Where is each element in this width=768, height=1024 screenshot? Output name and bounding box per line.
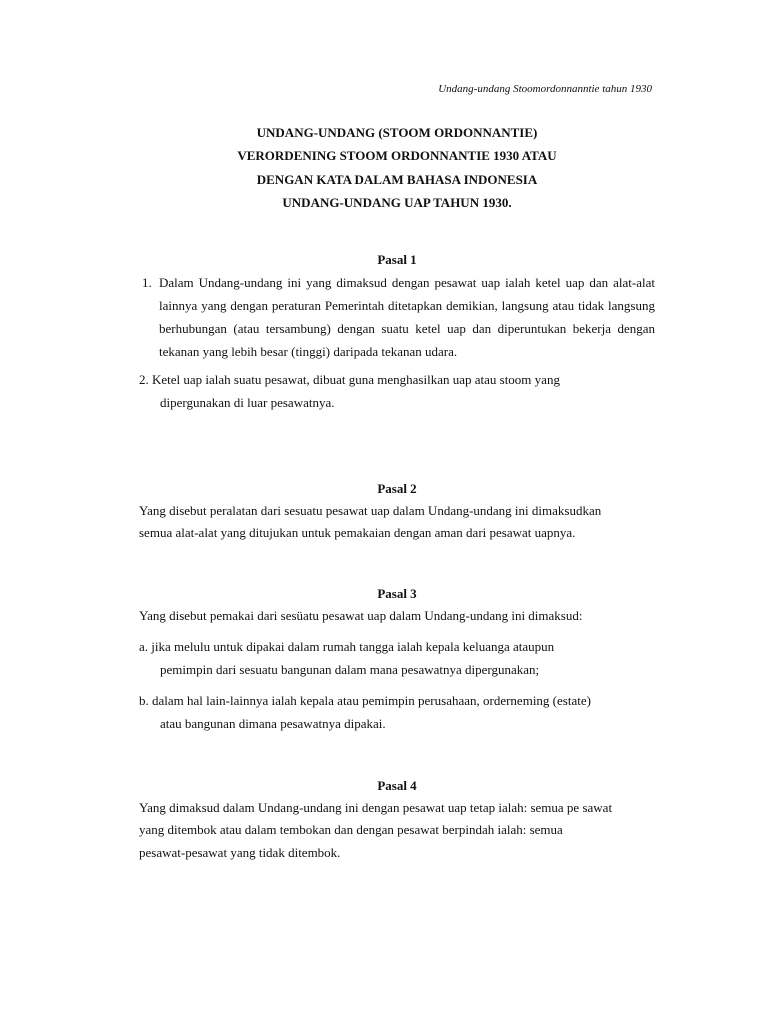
paragraph-line: semua alat-alat yang ditujukan untuk pemakaian dengan aman dari pesawat uapnya. bbox=[139, 525, 576, 541]
pasal-2-section bbox=[139, 478, 655, 545]
paragraph-line: yang ditembok atau dalam tembokan dan dengan pesawat berpindah ialah: semua bbox=[139, 822, 563, 838]
pasal-heading: Pasal 4 bbox=[377, 778, 417, 793]
title-line: UNDANG-UNDANG (STOOM ORDONNANTIE) bbox=[256, 125, 538, 140]
paragraph-line: Yang disebut peralatan dari sesuatu pesawat uap dalam Undang-undang ini dimaksudkan bbox=[139, 503, 602, 518]
title-line: UNDANG-UNDANG UAP TAHUN 1930. bbox=[282, 194, 512, 210]
title-line: VERORDENING STOOM ORDONNANTIE 1930 ATAU bbox=[237, 148, 557, 164]
document-title bbox=[139, 121, 655, 214]
item-text: b. dalam hal lain-lainnya ialah kepala atau pemimpin perusahaan, orderneming (estate) bbox=[139, 693, 591, 709]
running-header: Undang-undang Stoomordonnanntie tahun 1930 bbox=[438, 83, 652, 95]
pasal-4-section bbox=[139, 775, 655, 864]
item-text: Dalam Undang-undang ini yang dimaksud dengan pesawat uap ialah ketel uap dan alat-alat lainnya yang dengan peraturan Pemerintah ditetapkan demikian, langsung atau tidak langsung berhubungan (atau tersambung) dengan suatu ketel uap dan diperuntukan bekerja dengan tekanan yang lebih besar (tinggi) daripada tekanan udara. bbox=[159, 275, 655, 359]
pasal-1-item-2 bbox=[139, 368, 655, 414]
paragraph-line: pesawat-pesawat yang tidak ditembok. bbox=[139, 844, 341, 860]
pasal-heading: Pasal 2 bbox=[377, 481, 417, 496]
paragraph-line: Yang disebut pemakai dari sesüatu pesawat uap dalam Undang-undang ini dimaksud: bbox=[139, 608, 583, 623]
pasal-1-section bbox=[139, 249, 655, 414]
pasal-3-item-a bbox=[139, 635, 655, 681]
pasal-3-section bbox=[139, 583, 655, 735]
item-text-continued: pemimpin dari sesuatu bangunan dalam mana pesawatnya dipergunakan; bbox=[160, 662, 540, 678]
pasal-1-item-1 bbox=[139, 271, 655, 363]
pasal-3-item-b bbox=[139, 689, 655, 735]
item-text: a. jika melulu untuk dipakai dalam rumah tangga ialah kepala keluanga ataupun bbox=[139, 639, 555, 655]
item-text: 2. Ketel uap ialah suatu pesawat, dibuat guna menghasilkan uap atau stoom yang bbox=[139, 372, 560, 387]
item-marker: 1. bbox=[142, 275, 152, 290]
item-text-continued: atau bangunan dimana pesawatnya dipakai. bbox=[160, 716, 386, 732]
pasal-heading: Pasal 3 bbox=[377, 586, 417, 601]
title-line: DENGAN KATA DALAM BAHASA INDONESIA bbox=[256, 171, 538, 187]
pasal-heading: Pasal 1 bbox=[377, 252, 417, 267]
paragraph-line: Yang dimaksud dalam Undang-undang ini dengan pesawat uap tetap ialah: semua pe sawat bbox=[139, 800, 613, 815]
item-text-continued: dipergunakan di luar pesawatnya. bbox=[160, 395, 335, 410]
